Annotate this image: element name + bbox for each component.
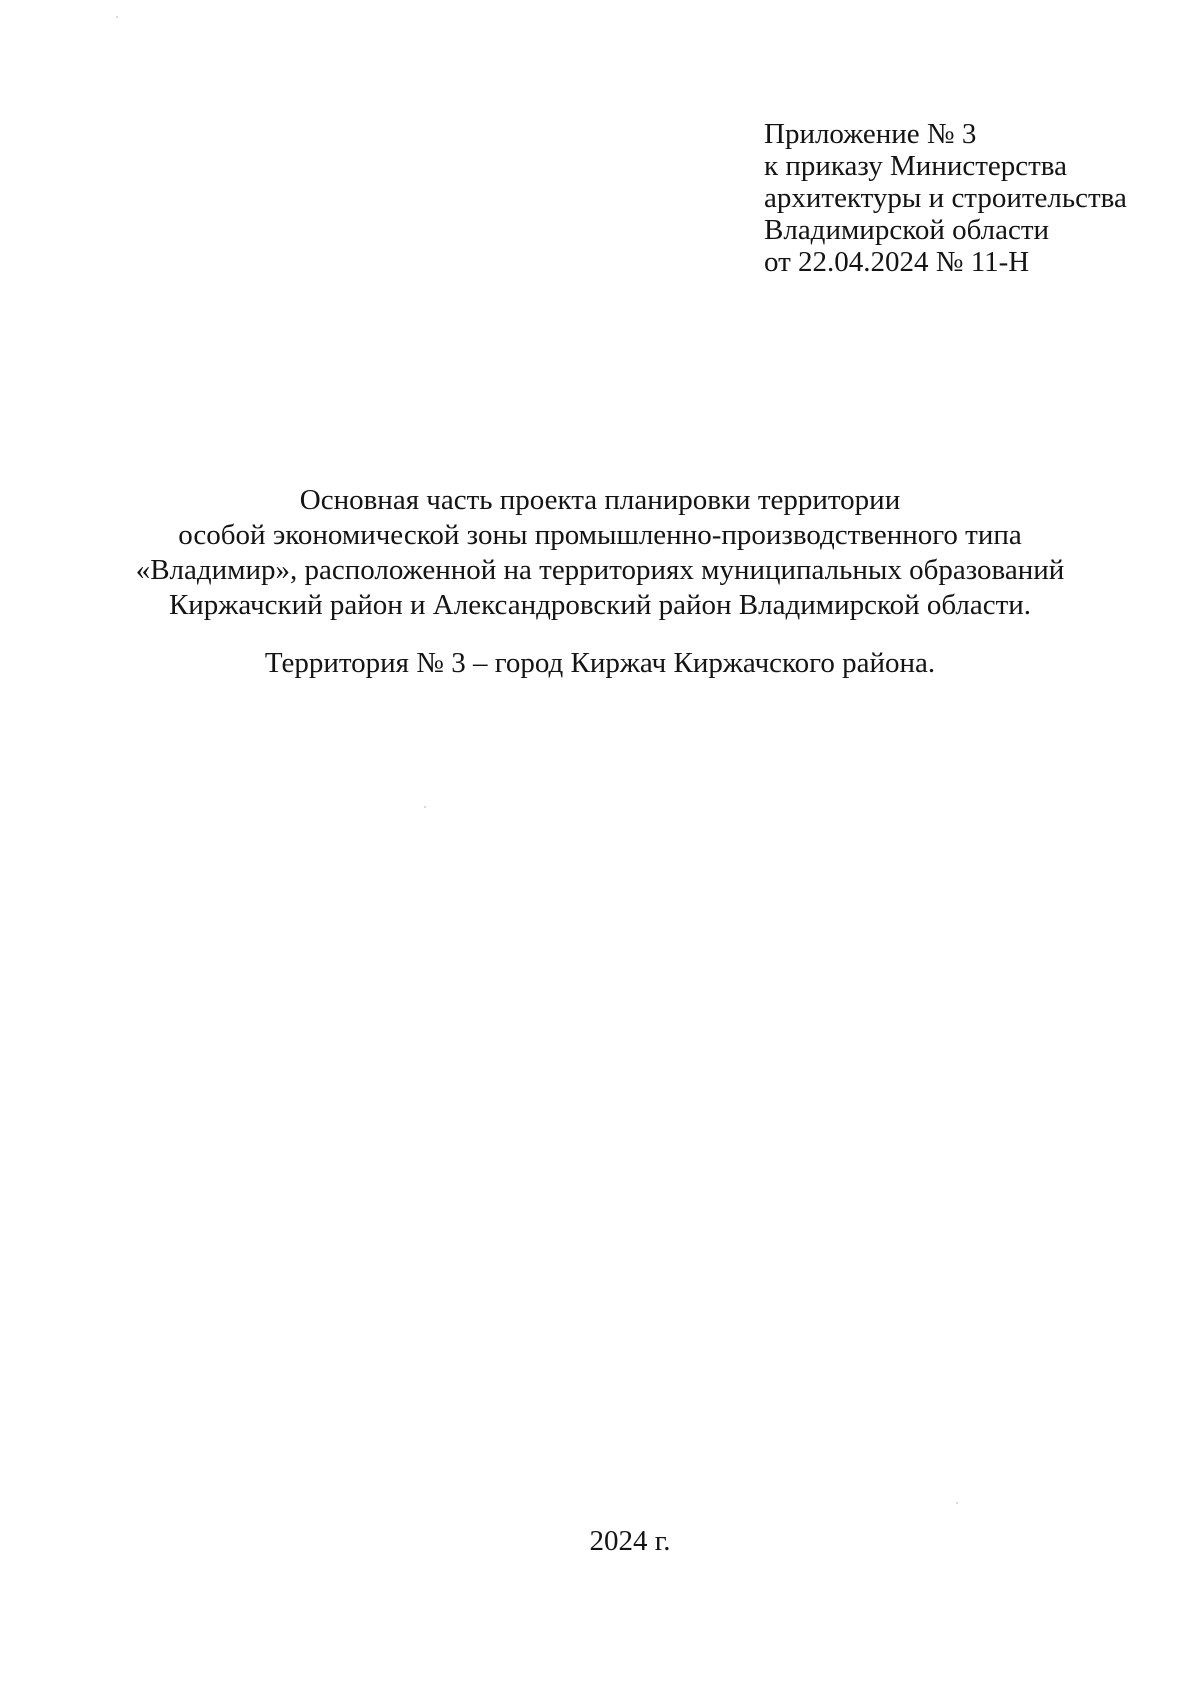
appendix-order-date-number: от 22.04.2024 № 11-Н bbox=[764, 246, 1030, 278]
document-year: 2024 г. bbox=[589, 1525, 671, 1557]
title-line: Основная часть проекта планировки территории bbox=[299, 484, 901, 516]
appendix-number: Приложение № 3 bbox=[764, 118, 977, 150]
document-title bbox=[0, 483, 1200, 623]
scan-speck bbox=[424, 806, 426, 808]
appendix-ministry-name: архитектуры и строительства bbox=[764, 182, 1127, 214]
appendix-region: Владимирской области bbox=[764, 214, 1050, 246]
scan-speck bbox=[956, 1502, 958, 1504]
title-line: особой экономической зоны промышленно-производственного типа bbox=[178, 519, 1022, 551]
title-line: Киржачский район и Александровский район Владимирской области. bbox=[168, 589, 1032, 621]
territory-subtitle: Территория № 3 – город Киржач Киржачского района. bbox=[264, 647, 936, 679]
title-line: «Владимир», расположенной на территориях муниципальных образований bbox=[135, 554, 1065, 586]
appendix-order-reference: к приказу Министерства bbox=[764, 150, 1067, 182]
appendix-header bbox=[764, 118, 1164, 278]
scan-speck bbox=[116, 16, 118, 18]
